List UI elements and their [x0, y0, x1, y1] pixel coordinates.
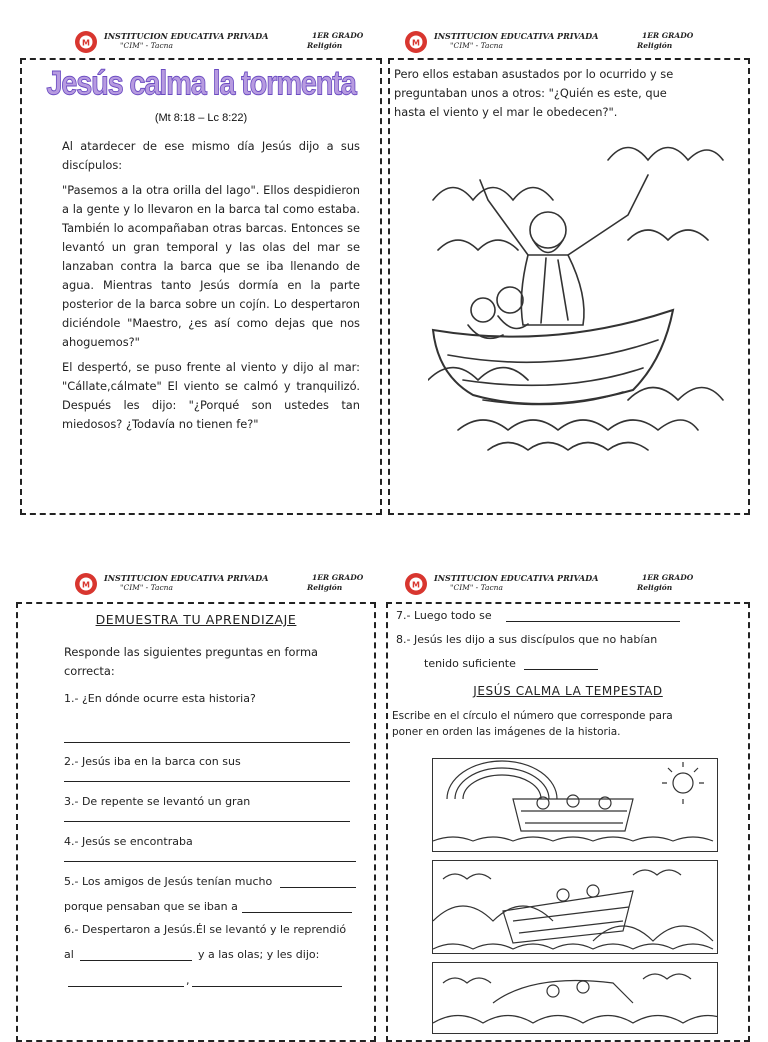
subject-label: Religión [307, 41, 343, 50]
question-1: 1.- ¿En dónde ocurre esta historia? [64, 692, 256, 705]
school-campus: "CIM" - Tacna [450, 583, 503, 592]
school-campus: "CIM" - Tacna [120, 583, 173, 592]
svg-text:M: M [412, 38, 420, 48]
story-paragraph: El despertó, se puso frente al viento y dijo al mar: "Cállate,cálmate" El viento se calmó y tranquilizó. Después les dijo: "¿Porqué son ustedes tan miedosos? ¿Todavía no tienen fe?" [62, 360, 360, 431]
question-8b: tenido suficiente [424, 657, 516, 670]
question-6b-al: al [64, 948, 74, 961]
questions-panel [16, 0, 376, 1024]
question-5a: 5.- Los amigos de Jesús tenían mucho [64, 875, 273, 888]
grade-label: 1ER GRADO [642, 573, 694, 582]
activity-title: JESÚS CALMA LA TEMPESTAD [473, 684, 663, 698]
story-image-storm [432, 860, 718, 954]
story-image-calm [432, 758, 718, 852]
school-name: INSTITUCION EDUCATIVA PRIVADA [104, 31, 269, 41]
bible-reference: (Mt 8:18 – Lc 8:22) [154, 112, 248, 124]
activity-instruction: Escribe en el círculo el número que corresponde para poner en orden las imágenes de la historia. [392, 710, 673, 738]
answer-line[interactable] [64, 742, 350, 743]
question-8a: 8.- Jesús les dijo a sus discípulos que no habían [396, 633, 658, 646]
school-campus: "CIM" - Tacna [450, 41, 503, 50]
question-3: 3.- De repente se levantó un gran [64, 795, 251, 808]
grade-label: 1ER GRADO [312, 573, 364, 582]
answer-line[interactable] [242, 912, 352, 913]
sleeping-jesus-drawing [433, 963, 717, 1033]
school-name: INSTITUCION EDUCATIVA PRIVADA [104, 573, 269, 583]
story-image-sleeping [432, 962, 718, 1034]
answer-line[interactable] [80, 960, 192, 961]
school-name: INSTITUCION EDUCATIVA PRIVADA [434, 573, 599, 583]
answer-line[interactable] [64, 861, 356, 862]
storm-boat-drawing [433, 861, 717, 953]
answer-line[interactable] [280, 887, 356, 888]
svg-text:M: M [82, 38, 90, 48]
question-5b: porque pensaban que se iban a [64, 900, 238, 913]
story-title: Jesús calma la tormenta [46, 65, 356, 103]
question-6a: 6.- Despertaron a Jesús.Él se levantó y le reprendió [64, 923, 347, 936]
svg-text:M: M [412, 580, 420, 590]
story-paragraph: "Pasemos a la otra orilla del lago". Ellos despidieron a la gente y lo llevaron en la barca tal como estaba. También lo acompañaban otras barcas. Entonces se levantó un gran temporal y las olas del mar se lanzaban contra la barca que se iba llenando de agua. Mientras tanto Jesús dormía en la parte posterior de la barca sobre un cojín. Lo despertaron diciéndole "Maestro, ¿es así como dejas que nos ahoguemos?" [62, 183, 360, 349]
questions-instruction: Responde las siguientes preguntas en forma correcta: [64, 645, 319, 678]
svg-text:M: M [82, 580, 90, 590]
question-4: 4.- Jesús se encontraba [64, 835, 193, 848]
answer-line[interactable] [68, 986, 184, 987]
question-6b-rest: y a las olas; y les dijo: [198, 948, 320, 961]
answer-line[interactable] [64, 821, 350, 822]
disciples-question-text: Pero ellos estaban asustados por lo ocurrido y se preguntaban unos a otros: "¿Quién es este, que hasta el viento y el mar le obedecen?". [394, 67, 674, 119]
answer-line[interactable] [506, 621, 680, 622]
grade-label: 1ER GRADO [312, 31, 364, 40]
subject-label: Religión [637, 41, 673, 50]
story-paragraph: Al atardecer de ese mismo día Jesús dijo a sus discípulos: [62, 139, 360, 172]
subject-label: Religión [307, 583, 343, 592]
answer-line[interactable] [192, 986, 342, 987]
question-7: 7.- Luego todo se [396, 609, 492, 622]
school-campus: "CIM" - Tacna [120, 41, 173, 50]
answer-line[interactable] [64, 781, 350, 782]
grade-label: 1ER GRADO [642, 31, 694, 40]
answer-line[interactable] [524, 669, 598, 670]
school-name: INSTITUCION EDUCATIVA PRIVADA [434, 31, 599, 41]
question-6c-comma: , [186, 974, 190, 987]
subject-label: Religión [637, 583, 673, 592]
question-2: 2.- Jesús iba en la barca con sus [64, 755, 241, 768]
calm-boat-drawing [433, 759, 717, 851]
questions-title: DEMUESTRA TU APRENDIZAJE [95, 612, 297, 627]
activity-panel [386, 0, 750, 1024]
